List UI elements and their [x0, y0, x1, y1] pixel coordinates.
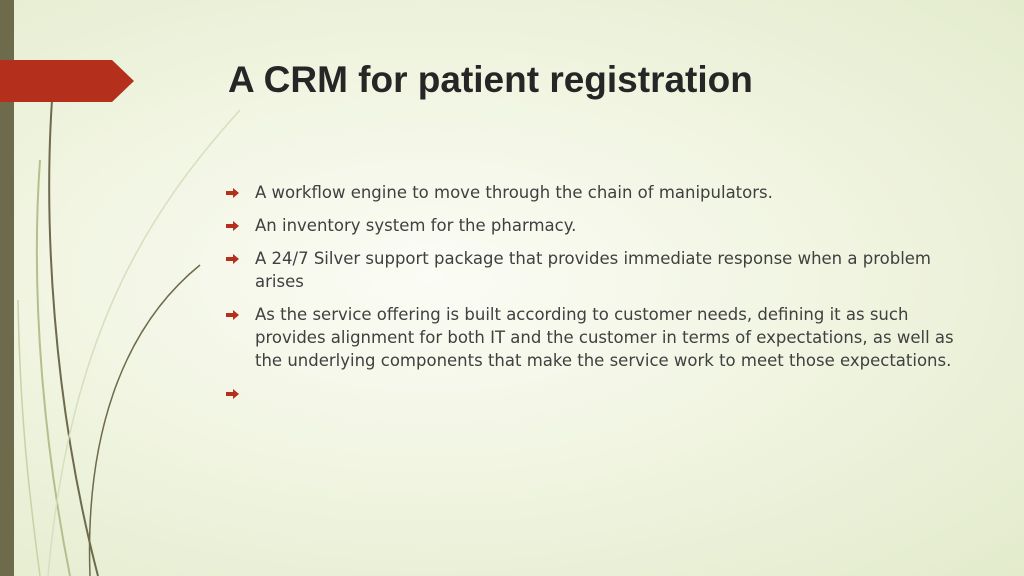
arrow-bullet-icon: [226, 247, 255, 270]
arrow-bullet-icon: [226, 382, 255, 405]
slide-title: A CRM for patient registration: [228, 59, 753, 100]
bullet-text: A 24/7 Silver support package that provides immediate response when a problem arises: [255, 249, 932, 291]
title-arrow-accent: [0, 60, 135, 102]
bullet-text: A workflow engine to move through the chain of manipulators.: [255, 183, 773, 202]
bullet-text: An inventory system for the pharmacy.: [255, 216, 577, 235]
bullet-item: [226, 303, 966, 372]
arrow-bullet-icon: [226, 303, 255, 326]
bullet-list: [226, 181, 966, 415]
bullet-item-empty: [226, 382, 966, 405]
arrow-bullet-icon: [226, 214, 255, 237]
arrow-bullet-icon: [226, 181, 255, 204]
bullet-item: [226, 214, 966, 237]
bullet-item: [226, 181, 966, 204]
bullet-text: As the service offering is built according to customer needs, defining it as such provides alignment for both IT and the customer in terms of expectations, as well as the underlying components that make the service work to meet those expectations.: [255, 305, 954, 370]
bullet-item: [226, 247, 966, 293]
